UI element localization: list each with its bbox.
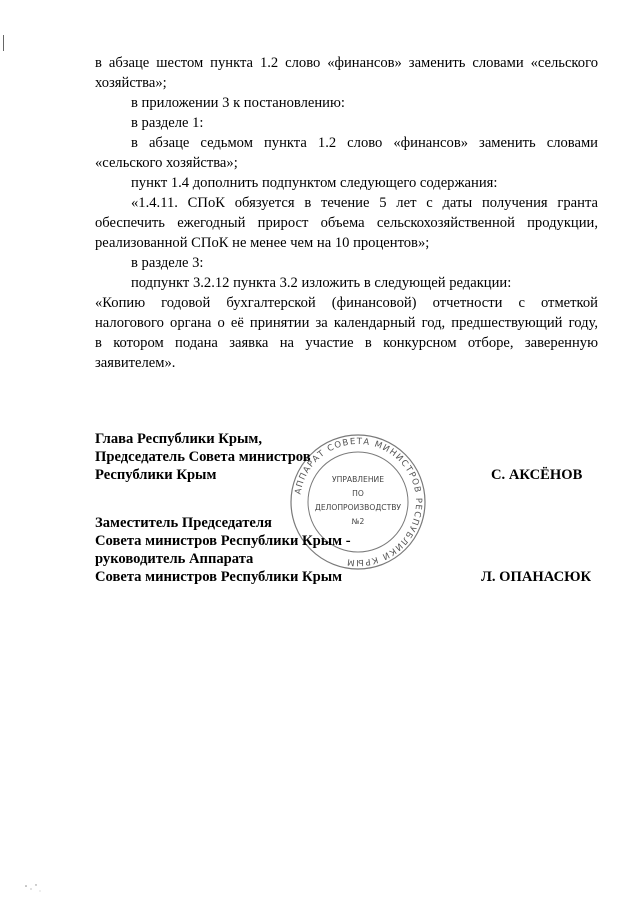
scan-specks <box>22 880 52 900</box>
body-line-16: заявителем». <box>95 355 176 371</box>
head-title-line-1: Глава Республики Крым, <box>95 431 262 447</box>
deputy-title-line-3: руководитель Аппарата <box>95 551 254 567</box>
deputy-title-line-1: Заместитель Председателя <box>95 515 272 531</box>
body-line-10: реализованной СПоК не менее чем на 10 процентов»; <box>95 235 430 251</box>
body-line-8: «1.4.11. СПоК обязуется в течение 5 лет с даты получения гранта <box>131 195 598 211</box>
stamp-line-3: ДЕЛОПРОИЗВОДСТВУ <box>314 503 402 512</box>
body-line-2: хозяйства»; <box>95 75 167 91</box>
stamp-line-2: ПО <box>352 489 364 498</box>
stamp-line-1: УПРАВЛЕНИЕ <box>331 475 385 484</box>
head-title-line-2: Председатель Совета министров <box>95 449 311 465</box>
body-line-1: в абзаце шестом пункта 1.2 слово «финансов» заменить словами «сельского <box>95 55 598 71</box>
body-line-11: в разделе 3: <box>131 255 204 271</box>
body-line-4: в разделе 1: <box>131 115 204 131</box>
body-line-7: пункт 1.4 дополнить подпунктом следующего содержания: <box>131 175 498 191</box>
stamp-ring-textpath: АППАРАТ СОВЕТА МИНИСТРОВ РЕСПУБЛИКИ КРЫМ <box>293 436 424 568</box>
body-line-6: «сельского хозяйства»; <box>95 155 238 171</box>
body-line-3: в приложении 3 к постановлению: <box>131 95 345 111</box>
body-line-5: в абзаце седьмом пункта 1.2 слово «финансов» заменить словами <box>131 135 598 151</box>
body-line-9: обеспечить ежегодный прирост объема сельскохозяйственной продукции, <box>95 215 598 231</box>
stamp-line-4: №2 <box>351 517 365 526</box>
body-line-14: налогового органа о её принятии за календарный год, предшествующий году, <box>95 315 598 331</box>
deputy-title-line-4: Совета министров Республики Крым <box>95 569 343 585</box>
head-title-line-3: Республики Крым <box>95 467 217 483</box>
body-line-12: подпункт 3.2.12 пункта 3.2 изложить в следующей редакции: <box>131 275 512 291</box>
body-line-15: в котором подана заявка на участие в конкурсном отборе, заверенную <box>95 335 598 351</box>
body-line-13: «Копию годовой бухгалтерской (финансовой) отчетности с отметкой <box>95 295 598 311</box>
deputy-signatory-name: Л. ОПАНАСЮК <box>481 569 592 585</box>
deputy-title-line-2: Совета министров Республики Крым - <box>95 533 351 549</box>
scan-edge-mark <box>3 35 4 51</box>
head-signatory-name: С. АКСЁНОВ <box>491 467 583 483</box>
